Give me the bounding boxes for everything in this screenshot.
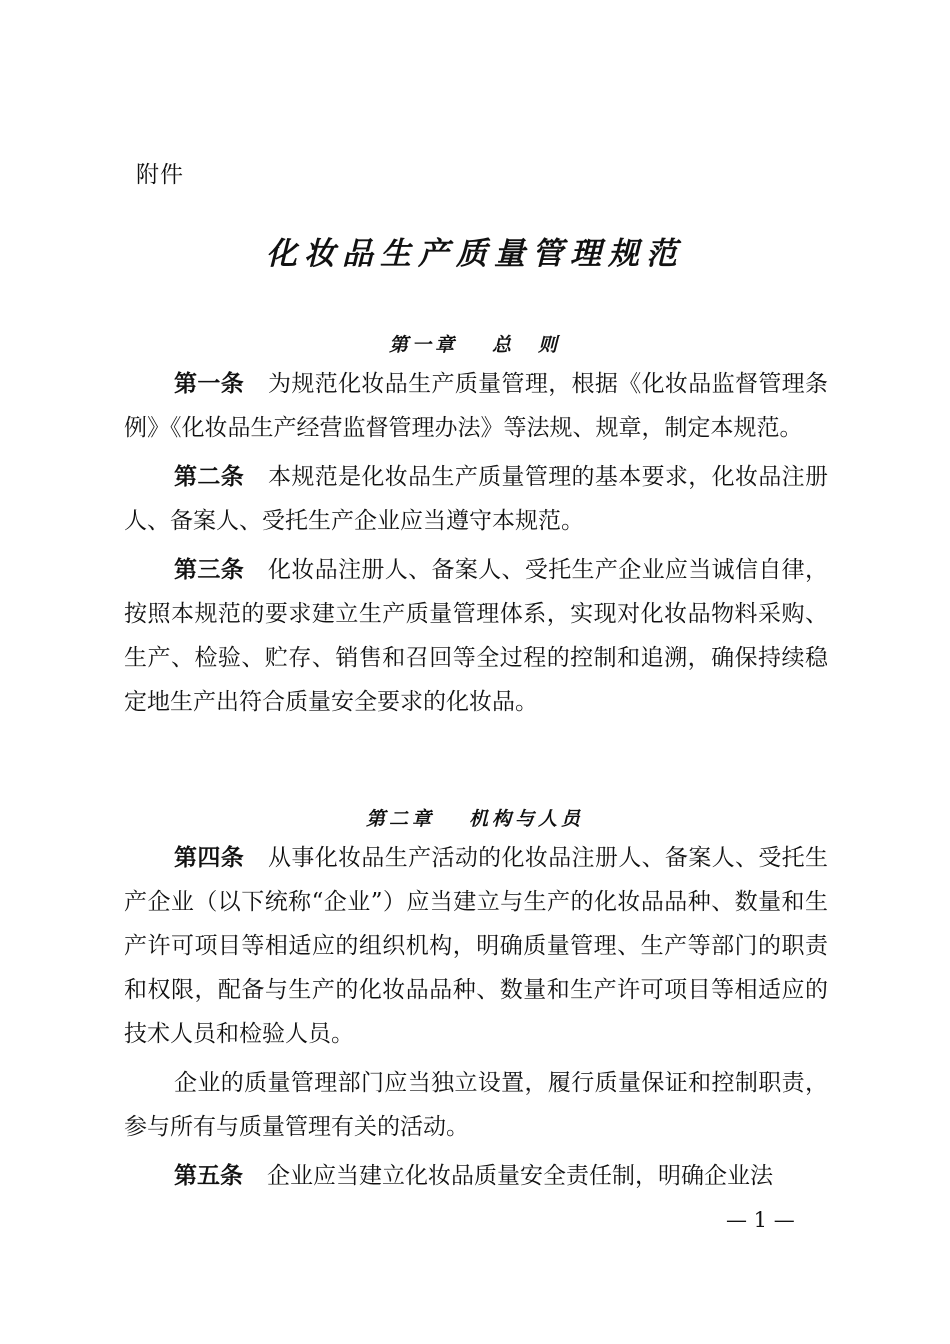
- article-text: 化妆品注册人、备案人、受托生产企业应当诚信自律，按照本规范的要求建立生产质量管理体系，实现对化妆品物料采购、生产、检验、贮存、销售和召回等全过程的控制和追溯，确保持续稳定地生产出符合质量安全要求的化妆品。: [124, 557, 829, 715]
- article-label: 第四条: [174, 845, 245, 871]
- article-text: 本规范是化妆品生产质量管理的基本要求，化妆品注册人、备案人、受托生产企业应当遵守本规范。: [124, 464, 829, 534]
- chapter-1-heading: [0, 330, 950, 357]
- article-text: 企业的质量管理部门应当独立设置，履行质量保证和控制职责，参与所有与质量管理有关的活动。: [124, 1070, 828, 1140]
- article-label: 第三条: [174, 557, 245, 583]
- chapter-2-number: 第二章: [365, 808, 435, 830]
- article-label: 第二条: [174, 464, 245, 490]
- chapter-2-heading: [0, 804, 950, 831]
- chapter-1-body: [124, 362, 828, 729]
- article-text: 为规范化妆品生产质量管理，根据《化妆品监督管理条例》《化妆品生产经营监督管理办法》等法规、规章，制定本规范。: [124, 371, 829, 441]
- document-title: 化妆品生产质量管理规范: [266, 236, 684, 272]
- article-paragraph: [124, 362, 828, 450]
- article-paragraph: [124, 1154, 828, 1198]
- page-number: — 1 —: [726, 1208, 795, 1232]
- chapter-1-name: 总 则: [492, 334, 562, 356]
- chapter-1-number: 第一章: [388, 334, 458, 356]
- chapter-2-body: [124, 836, 828, 1203]
- article-text: 从事化妆品生产活动的化妆品注册人、备案人、受托生产企业（以下统称“企业”）应当建立与生产的化妆品品种、数量和生产许可项目等相适应的组织机构，明确质量管理、生产等部门的职责和权限，配备与生产的化妆品品种、数量和生产许可项目等相适应的技术人员和检验人员。: [124, 845, 829, 1047]
- article-paragraph: [124, 455, 828, 543]
- article-paragraph: [124, 548, 828, 724]
- article-paragraph: [124, 836, 828, 1056]
- article-text: 企业应当建立化妆品质量安全责任制，明确企业法: [267, 1163, 773, 1189]
- attachment-label: 附件: [136, 162, 184, 188]
- article-label: 第一条: [174, 371, 245, 397]
- article-paragraph: [124, 1061, 828, 1149]
- chapter-2-name: 机构与人员: [469, 808, 585, 830]
- article-label: 第五条: [174, 1163, 243, 1189]
